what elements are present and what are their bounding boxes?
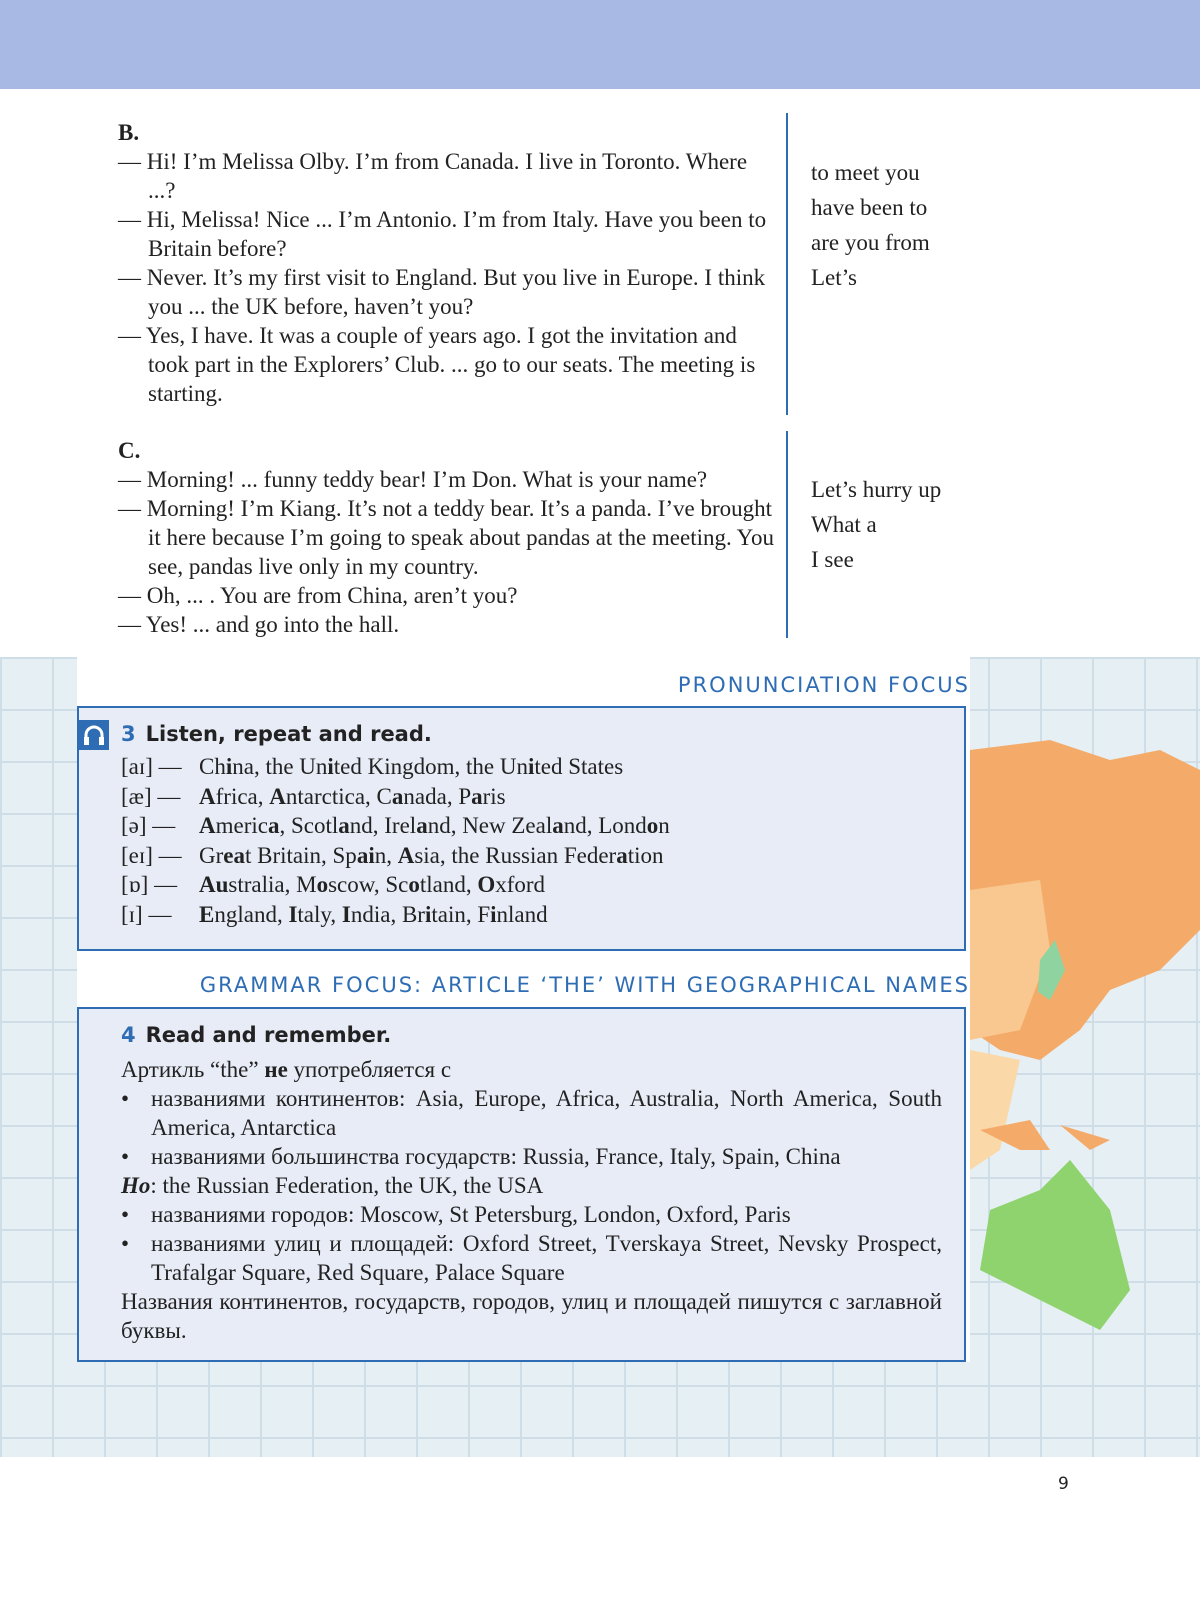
australia-shape bbox=[980, 1160, 1130, 1330]
task-4-title bbox=[121, 1023, 942, 1047]
intro-text: Артикль “the” bbox=[121, 1057, 265, 1082]
dialogue-line: — Yes! ... and go into the hall. bbox=[118, 612, 400, 637]
word-text: tion bbox=[627, 842, 664, 868]
highlighted-letters: a bbox=[416, 813, 428, 838]
word-text: tland, bbox=[419, 872, 478, 897]
pronunciation-lines bbox=[121, 752, 964, 929]
word-text: nd, Irel bbox=[349, 813, 417, 838]
highlighted-letters: a bbox=[338, 813, 350, 838]
intro bbox=[121, 1055, 942, 1084]
dialogue-line: — Hi! I’m Melissa Olby. I’m from Canada. I live in Toronto. Where ...? bbox=[118, 149, 748, 203]
word-text: meric bbox=[215, 813, 268, 838]
task-title: Read and remember. bbox=[145, 1023, 392, 1047]
word-text: ris bbox=[482, 783, 506, 809]
exception bbox=[121, 1171, 942, 1200]
dialogue-c bbox=[118, 436, 778, 639]
map-continents bbox=[960, 730, 1200, 1450]
task-3-title bbox=[121, 722, 964, 746]
phoneme: [eɪ] — bbox=[121, 842, 182, 868]
word-text: frica, bbox=[215, 783, 270, 809]
option: What a bbox=[811, 512, 877, 537]
highlighted-letters: a bbox=[616, 842, 628, 868]
se-asia-shape bbox=[970, 1050, 1020, 1170]
pronunciation-line bbox=[121, 870, 964, 900]
highlighted-letters: i bbox=[225, 754, 233, 779]
highlighted-letters: o bbox=[316, 872, 329, 897]
option: to meet you bbox=[811, 160, 920, 185]
divider bbox=[786, 113, 788, 415]
dialogue-label: B. bbox=[118, 120, 140, 145]
exception-label: Но bbox=[121, 1173, 151, 1198]
grammar-heading: GRAMMAR FOCUS: ARTICLE ‘THE’ WITH GEOGRAPHICAL NAMES bbox=[199, 973, 970, 997]
word-text: nada, P bbox=[403, 783, 472, 809]
highlighted-letters: a bbox=[552, 813, 564, 838]
exception-text: : the Russian Federation, the UK, the USA bbox=[150, 1173, 544, 1198]
options-c bbox=[811, 472, 941, 577]
highlighted-letters: ea bbox=[223, 842, 245, 868]
highlighted-letters: a bbox=[391, 783, 404, 809]
phoneme: [ə] — bbox=[121, 813, 176, 838]
dialogue-line: — Hi, Melissa! Nice ... I’m Antonio. I’m from Italy. Have you been to Britain before? bbox=[118, 207, 767, 261]
word-text: sia, the Russian Feder bbox=[414, 842, 617, 868]
highlighted-letters: a bbox=[267, 813, 280, 838]
highlighted-letters: A bbox=[269, 783, 286, 809]
dialogue-label: C. bbox=[118, 438, 141, 463]
word-text: xford bbox=[495, 872, 546, 897]
option: Let’s bbox=[811, 265, 857, 290]
phoneme: [ɒ] — bbox=[121, 872, 178, 897]
rule-bullet: • названиями городов: Moscow, St Petersburg, London, Oxford, Paris bbox=[121, 1200, 942, 1229]
word-text: stralia, M bbox=[228, 872, 317, 897]
word-text: ndia, Br bbox=[350, 901, 425, 927]
word-text: Ch bbox=[199, 754, 226, 779]
headphones-icon[interactable] bbox=[79, 720, 109, 750]
pronunciation-box bbox=[77, 706, 966, 951]
outro: Названия континентов, государств, городов, улиц и площадей пишутся с заглавной буквы. bbox=[121, 1289, 942, 1343]
highlighted-letters: A bbox=[397, 842, 415, 868]
word-text: ntarctica, C bbox=[285, 783, 392, 809]
highlighted-letters: i bbox=[528, 754, 535, 779]
word-text: tain, F bbox=[431, 901, 491, 927]
rule-bullet: • названиями улиц и площадей: Oxford Street, Tverskaya Street, Nevsky Prospect, Trafalgar Square, Red Square, Palace Square bbox=[121, 1229, 942, 1287]
grammar-rules bbox=[121, 1055, 942, 1345]
rule-bullet: • названиями континентов: Asia, Europe, Africa, Australia, North America, South America, Antarctica bbox=[121, 1084, 942, 1142]
highlighted-letters: o bbox=[646, 813, 659, 838]
intro-bold: не bbox=[264, 1057, 288, 1082]
highlighted-letters: o bbox=[408, 872, 420, 897]
word-text: taly, bbox=[297, 901, 342, 927]
pronunciation-line bbox=[121, 900, 964, 930]
word-text: nd, New Zeal bbox=[427, 813, 553, 838]
top-banner bbox=[0, 0, 1200, 89]
grammar-box bbox=[77, 1007, 966, 1362]
pronunciation-line bbox=[121, 752, 964, 782]
highlighted-letters: a bbox=[471, 783, 483, 809]
phoneme: [æ] — bbox=[121, 783, 181, 809]
word-text: Gr bbox=[199, 842, 224, 868]
dialogue-line: — Oh, ... . You are from China, aren’t you? bbox=[118, 583, 518, 608]
highlighted-letters: O bbox=[477, 872, 496, 897]
word-text: ngland, bbox=[214, 901, 289, 927]
task-number: 3 bbox=[121, 722, 136, 746]
word-text: t Britain, Sp bbox=[245, 842, 357, 868]
divider bbox=[786, 431, 788, 638]
phoneme: [ɪ] — bbox=[121, 901, 172, 927]
dialogue-line: — Morning! ... funny teddy bear! I’m Don. What is your name? bbox=[118, 467, 708, 492]
highlighted-letters: i bbox=[424, 901, 432, 927]
dialogue-b bbox=[118, 118, 768, 408]
option: Let’s hurry up bbox=[811, 477, 942, 502]
highlighted-letters: I bbox=[288, 901, 298, 927]
rule-bullet: • названиями большинства государств: Russia, France, Italy, Spain, China bbox=[121, 1142, 942, 1171]
task-title: Listen, repeat and read. bbox=[145, 722, 432, 746]
dialogue-line: — Morning! I’m Kiang. It’s not a teddy bear. It’s a panda. I’ve brought it here because I’m going to speak about pandas at the meeting. You see, pandas live only in my country. bbox=[118, 496, 774, 579]
highlighted-letters: A bbox=[199, 813, 216, 838]
word-text: n, bbox=[374, 842, 398, 868]
word-text: n bbox=[658, 813, 670, 838]
highlighted-letters: E bbox=[199, 901, 215, 927]
option: have been to bbox=[811, 195, 928, 220]
phoneme: [aɪ] — bbox=[121, 754, 182, 779]
dialogue-line: — Yes, I have. It was a couple of years ago. I got the invitation and took part in the Explorers’ Club. ... go to our seats. The meeting is starting. bbox=[118, 323, 756, 406]
highlighted-letters: Au bbox=[199, 872, 229, 897]
word-text: nd, Lond bbox=[563, 813, 647, 838]
word-text: ted Kingdom, the Un bbox=[333, 754, 528, 779]
word-text: ted States bbox=[534, 754, 624, 779]
highlighted-letters: I bbox=[341, 901, 351, 927]
page-number: 9 bbox=[1058, 1474, 1069, 1494]
options-b bbox=[811, 155, 930, 295]
highlighted-letters: ai bbox=[356, 842, 375, 868]
pronunciation-line bbox=[121, 782, 964, 812]
intro-text: употребляется с bbox=[287, 1057, 452, 1082]
highlighted-letters: i bbox=[490, 901, 497, 927]
highlighted-letters: A bbox=[199, 783, 216, 809]
task-number: 4 bbox=[121, 1023, 136, 1047]
word-text: na, the Un bbox=[232, 754, 328, 779]
word-text: , Scotl bbox=[279, 813, 339, 838]
word-text: scow, Sc bbox=[328, 872, 409, 897]
word-text: nland bbox=[496, 901, 548, 927]
option: I see bbox=[811, 547, 854, 572]
pronunciation-heading: PRONUNCIATION FOCUS bbox=[677, 673, 970, 697]
option: are you from bbox=[811, 230, 930, 255]
pronunciation-line bbox=[121, 841, 964, 871]
highlighted-letters: i bbox=[327, 754, 334, 779]
dialogue-line: — Never. It’s my first visit to England. But you live in Europe. I think you ... the UK before, haven’t you? bbox=[118, 265, 766, 319]
pronunciation-line bbox=[121, 811, 964, 841]
